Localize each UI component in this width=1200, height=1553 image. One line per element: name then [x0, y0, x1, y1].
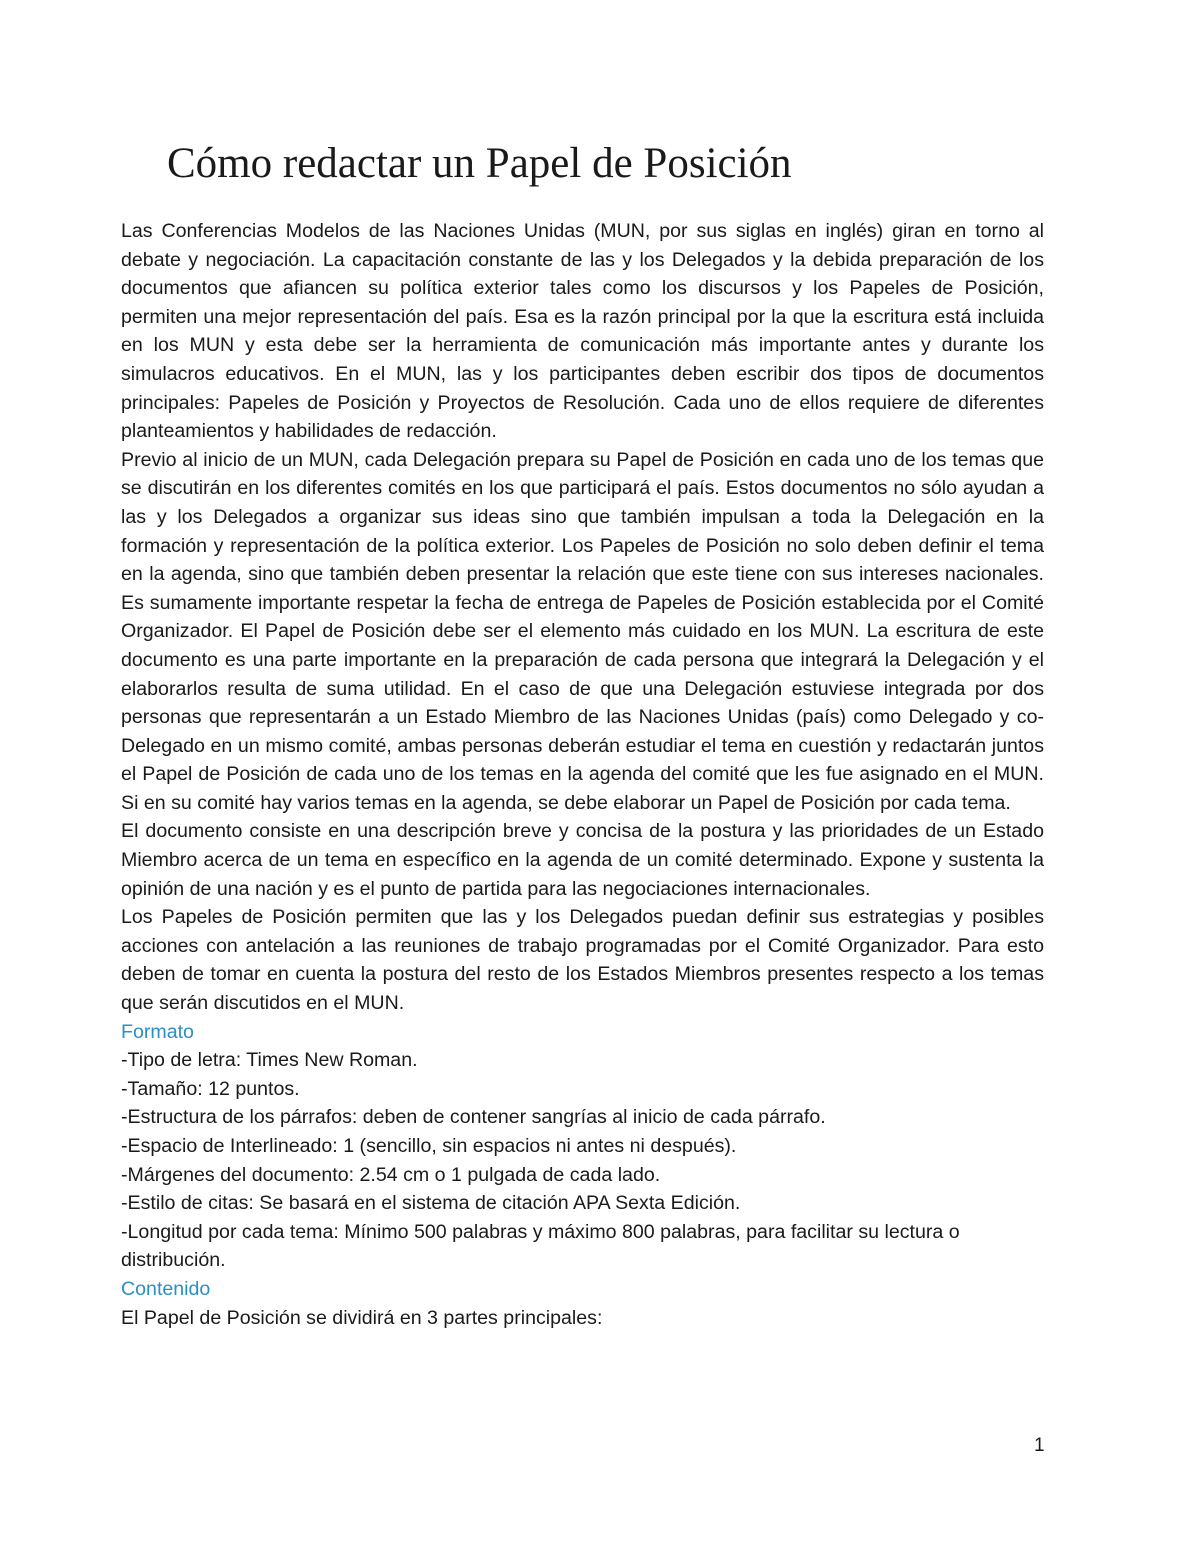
paragraph-strategies: Los Papeles de Posición permiten que las y los Delegados puedan definir sus estrategias y posibles acciones con antelación a las reuniones de trabajo programadas por el Comité Organizador. Para esto deben de tomar en cuenta la postura del resto de los Estados Miembros presentes respecto a los temas que serán discutidos en el MUN. [121, 906, 1044, 1015]
format-heading: Formato [121, 1020, 194, 1043]
paragraph-preparation: Previo al inicio de un MUN, cada Delegación prepara su Papel de Posición en cada uno de los temas que se discutirán en los diferentes comités en los que participará el país. Estos documentos no sólo ayudan a las y los Delegados a organizar sus ideas sino que también impulsan a toda la Delegación en la formación y representación de la política exterior. Los Papeles de Posición no solo deben definir el tema en la agenda, sino que también deben presentar la relación que este tiene con sus intereses nacionales. Es sumamente importante respetar la fecha de entrega de Papeles de Posición establecida por el Comité Organizador. El Papel de Posición debe ser el elemento más cuidado en los MUN. La escritura de este documento es una parte importante en la preparación de cada persona que integrará la Delegación y el elaborarlos resulta de suma utilidad. En el caso de que una Delegación estuviese integrada por dos personas que representarán a un Estado Miembro de las Naciones Unidas (país) como Delegado y co-Delegado en un mismo comité, ambas personas deberán estudiar el tema en cuestión y redactarán juntos el Papel de Posición de cada uno de los temas en la agenda del comité que les fue asignado en el MUN. Si en su comité hay varios temas en la agenda, se debe elaborar un Papel de Posición por cada tema. [121, 448, 1044, 814]
format-item-size: -Tamaño: 12 puntos. [121, 1077, 300, 1100]
format-item-font: -Tipo de letra: Times New Roman. [121, 1049, 418, 1072]
paragraph-intro: Las Conferencias Modelos de las Naciones Unidas (MUN, por sus siglas en inglés) giran en torno al debate y negociación. La capacitación constante de las y los Delegados y la debida preparación de los documentos que afiancen su política exterior tales como los discursos y los Papeles de Posición, permiten una mejor representación del país. Esa es la razón principal por la que la escritura está incluida en los MUN y esta debe ser la herramienta de comunicación más importante antes y durante los simulacros educativos. En el MUN, las y los participantes deben escribir dos tipos de documentos principales: Papeles de Posición y Proyectos de Resolución. Cada uno de ellos requiere de diferentes planteamientos y habilidades de redacción. [121, 220, 1044, 443]
format-item-paragraphs: -Estructura de los párrafos: deben de contener sangrías al inicio de cada párrafo. [121, 1106, 826, 1129]
paragraph-description: El documento consiste en una descripción breve y concisa de la postura y las prioridades de un Estado Miembro acerca de un tema en específico en la agenda de un comité determinado. Expone y sustenta la opinión de una nación y es el punto de partida para las negociaciones internacionales. [121, 820, 1044, 900]
document-title: Cómo redactar un Papel de Posición [167, 140, 792, 187]
format-item-citations: -Estilo de citas: Se basará en el sistema de citación APA Sexta Edición. [121, 1192, 741, 1215]
format-item-spacing: -Espacio de Interlineado: 1 (sencillo, sin espacios ni antes ni después). [121, 1135, 737, 1157]
content-intro: El Papel de Posición se dividirá en 3 partes principales: [121, 1306, 603, 1329]
page-number: 1 [1034, 1435, 1045, 1456]
document-body [121, 217, 1044, 1332]
content-heading: Contenido [121, 1277, 211, 1300]
format-item-length: -Longitud por cada tema: Mínimo 500 palabras y máximo 800 palabras, para facilitar su lectura o distribución. [121, 1220, 960, 1272]
format-item-margins: -Márgenes del documento: 2.54 cm o 1 pulgada de cada lado. [121, 1163, 661, 1186]
